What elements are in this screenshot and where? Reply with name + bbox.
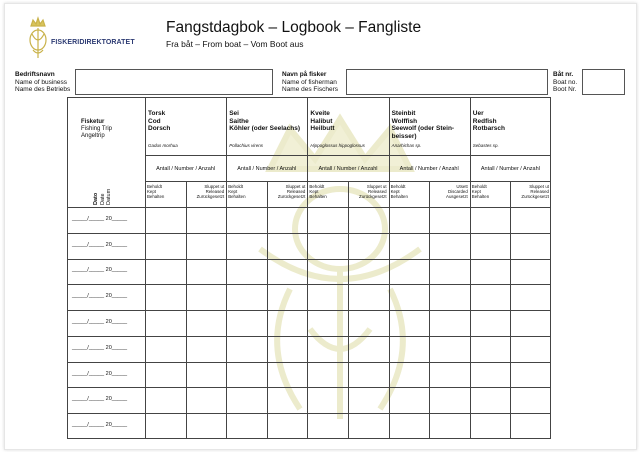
species-name: Steinbit Wolffish Seewolf (oder Stein- beisser) bbox=[391, 110, 455, 140]
count-label: Antall / Number / Anzahl bbox=[318, 166, 378, 172]
released-label: Sluppet ut Released Zurückgesetzt bbox=[521, 184, 549, 199]
boat-number-field[interactable] bbox=[582, 69, 625, 95]
species-name: Torsk Cod Dorsch bbox=[148, 110, 171, 132]
species-name: Sei Saithe Köhler (oder Seelachs) bbox=[229, 110, 300, 132]
count-label-bottom-line bbox=[145, 181, 551, 182]
table-border-bottom bbox=[67, 438, 551, 439]
logbook-table bbox=[67, 97, 551, 439]
species-name-bottom-line bbox=[145, 155, 551, 156]
date-row-divider bbox=[67, 233, 551, 234]
species-latin-name: Sebastes sp. bbox=[472, 143, 499, 148]
date-entry-line: _____/_____ 20_____ bbox=[72, 344, 128, 351]
released-label: Sluppet ut Released Zurückgesetzt bbox=[196, 184, 225, 199]
kept-label: Beholdt Kept Behalten bbox=[309, 184, 327, 199]
brand-name: FISKERIDIREKTORATET bbox=[51, 39, 135, 46]
date-entry-line: _____/_____ 20_____ bbox=[72, 215, 128, 222]
species-name: Uer Redfish Rotbarsch bbox=[472, 110, 505, 132]
kept-label: Beholdt Kept Behalten bbox=[228, 184, 246, 199]
date-row-divider bbox=[67, 336, 551, 337]
header-bottom-line bbox=[67, 207, 551, 208]
date-entry-line: _____/_____ 20_____ bbox=[72, 422, 128, 429]
date-entry-line: _____/_____ 20_____ bbox=[72, 319, 128, 325]
species-name: Kveite Halibut Heilbutt bbox=[310, 110, 335, 132]
released-label: Sluppet ut Released Zurückgesetzt bbox=[359, 184, 387, 199]
kept-label: Beholdt Kept Behalten bbox=[471, 184, 490, 199]
species-latin-name: Anarhichas sp. bbox=[391, 143, 422, 148]
crown-emblem-icon bbox=[27, 16, 49, 60]
species-latin-name: Hippoglossus hippoglossus bbox=[310, 143, 365, 148]
released-label: Utsett Discarded Ausgesetzt bbox=[446, 184, 468, 199]
date-row-divider bbox=[67, 284, 551, 285]
fiskeridirektoratet-logo bbox=[27, 16, 147, 62]
date-entry-line: _____/_____ 20_____ bbox=[72, 370, 128, 377]
date-row-divider bbox=[67, 259, 551, 260]
date-row-divider bbox=[67, 387, 551, 388]
fisher-name-field[interactable] bbox=[346, 69, 548, 95]
date-entry-line: _____/_____ 20_____ bbox=[72, 293, 128, 300]
table-border-top bbox=[67, 97, 551, 98]
count-label: Antall / Number / Anzahl bbox=[480, 166, 540, 172]
date-label: Dato Date Datum bbox=[93, 188, 112, 205]
date-row-divider bbox=[67, 310, 551, 311]
count-label: Antall / Number / Anzahl bbox=[237, 166, 297, 172]
page-subtitle: Fra båt – From boat – Vom Boot aus bbox=[166, 39, 304, 49]
kept-label: Beholdt Kept Behalten bbox=[147, 184, 165, 199]
released-label: Sluppet ut Released Zurückgesetzt bbox=[277, 184, 306, 199]
kept-label: Beholdt Kept Behalten bbox=[390, 184, 408, 199]
date-entry-line: _____/_____ 20_____ bbox=[72, 396, 128, 403]
business-label: Bedriftsnavn Name of business Name des Betriebs bbox=[15, 71, 71, 93]
fisher-label: Navn på fisker Name of fisherman Name des Fischers bbox=[282, 71, 338, 93]
count-label: Antall / Number / Anzahl bbox=[156, 166, 216, 172]
count-label: Antall / Number / Anzahl bbox=[399, 166, 459, 172]
logbook-page bbox=[4, 3, 637, 450]
species-latin-name: Pollachius virens bbox=[229, 143, 263, 148]
page-title: Fangstdagbok – Logbook – Fangliste bbox=[166, 19, 422, 36]
date-row-divider bbox=[67, 362, 551, 363]
trip-label: Fisketur Fishing Trip Angeltrip bbox=[81, 119, 113, 139]
boat-label: Båt nr. Boat no. Boot Nr. bbox=[553, 71, 578, 93]
species-latin-name: Gadus morhua bbox=[148, 143, 178, 148]
date-entry-line: _____/_____ 20_____ bbox=[72, 267, 128, 274]
business-name-field[interactable] bbox=[75, 69, 273, 95]
date-entry-line: _____/_____ 20_____ bbox=[72, 241, 128, 248]
date-row-divider bbox=[67, 413, 551, 414]
